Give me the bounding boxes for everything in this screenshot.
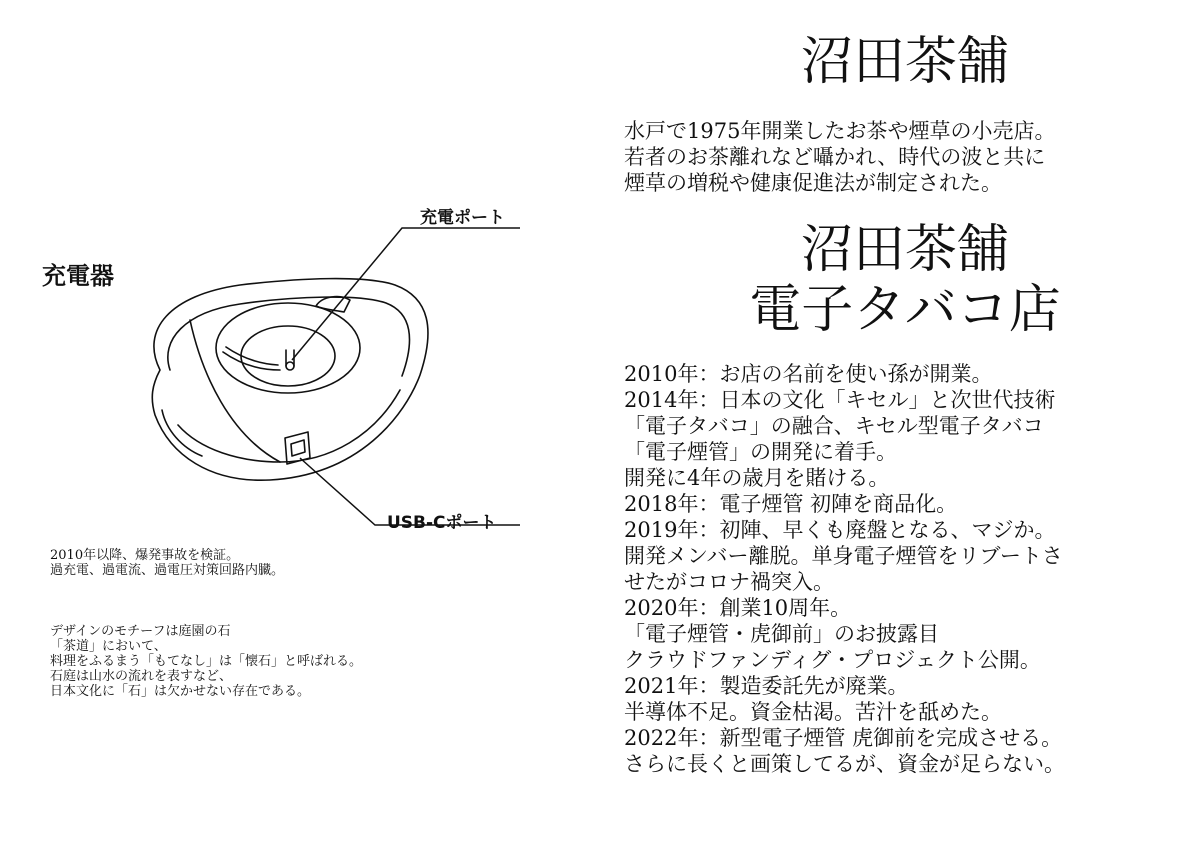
charger-heading: 充電器 bbox=[42, 262, 114, 290]
history-line: 2010年：お店の名前を使い孫が開業。 bbox=[624, 362, 993, 386]
history-line: 開発に4年の歳月を賭ける。 bbox=[624, 466, 890, 490]
history-line: 2019年：初陣、早くも廃盤となる、マジか。 bbox=[624, 518, 1056, 542]
history-line: 「電子煙管・虎御前」のお披露目 bbox=[624, 622, 939, 646]
history-list bbox=[624, 361, 1065, 777]
intro-line: 水戸で1975年開業したお茶や煙草の小売店。 bbox=[624, 119, 1056, 143]
ecig-store-title bbox=[610, 220, 1200, 340]
history-line: 2014年：日本の文化「キセル」と次世代技術 bbox=[624, 388, 1056, 412]
history-line: 2022年：新型電子煙管 虎御前を完成させる。 bbox=[624, 726, 1063, 750]
ecig-title-line: 沼田茶舗 bbox=[800, 220, 1009, 280]
safety-note-line: 2010年以降、爆発事故を検証。 bbox=[50, 548, 240, 563]
design-note-line: 日本文化に「石」は欠かせない存在である。 bbox=[50, 684, 311, 699]
safety-note-line: 過充電、過電流、過電圧対策回路内臓。 bbox=[50, 563, 285, 578]
history-line: 2018年：電子煙管 初陣を商品化。 bbox=[624, 492, 958, 516]
history-line: 半導体不足。資金枯渇。苦汁を舐めた。 bbox=[624, 700, 1002, 724]
usb-c-port-label: USB-Cポート bbox=[387, 513, 497, 533]
design-note-line: 料理をふるまう「もてなし」は「懐石」と呼ばれる。 bbox=[50, 654, 363, 669]
ecig-title-line: 電子タバコ店 bbox=[749, 280, 1061, 340]
intro-line: 若者のお茶離れなど囁かれ、時代の波と共に bbox=[624, 145, 1046, 169]
design-note bbox=[50, 624, 362, 699]
store-title: 沼田茶舗 bbox=[800, 32, 1009, 92]
store-intro bbox=[624, 118, 1055, 196]
charger-illustration bbox=[130, 200, 530, 530]
charge-port-label: 充電ポート bbox=[420, 208, 505, 228]
history-line: クラウドファンディグ・プロジェクト公開。 bbox=[624, 648, 1041, 672]
history-line: 2020年：創業10周年。 bbox=[624, 596, 852, 620]
design-note-line: デザインのモチーフは庭園の石 bbox=[50, 624, 231, 639]
history-line: 2021年：製造委託先が廃業。 bbox=[624, 674, 909, 698]
history-line: せたがコロナ禍突入。 bbox=[624, 570, 834, 594]
history-line: 開発メンバー離脱。単身電子煙管をリブートさ bbox=[624, 544, 1063, 568]
history-line: 「電子煙管」の開発に着手。 bbox=[624, 440, 897, 464]
design-note-line: 「茶道」において、 bbox=[50, 639, 167, 654]
design-note-line: 石庭は山水の流れを表すなど、 bbox=[50, 669, 233, 684]
history-line: 「電子タバコ」の融合、キセル型電子タバコ bbox=[624, 414, 1044, 438]
safety-note bbox=[50, 548, 284, 578]
intro-line: 煙草の増税や健康促進法が制定された。 bbox=[624, 171, 1002, 195]
history-line: さらに長くと画策してるが、資金が足らない。 bbox=[624, 752, 1065, 776]
